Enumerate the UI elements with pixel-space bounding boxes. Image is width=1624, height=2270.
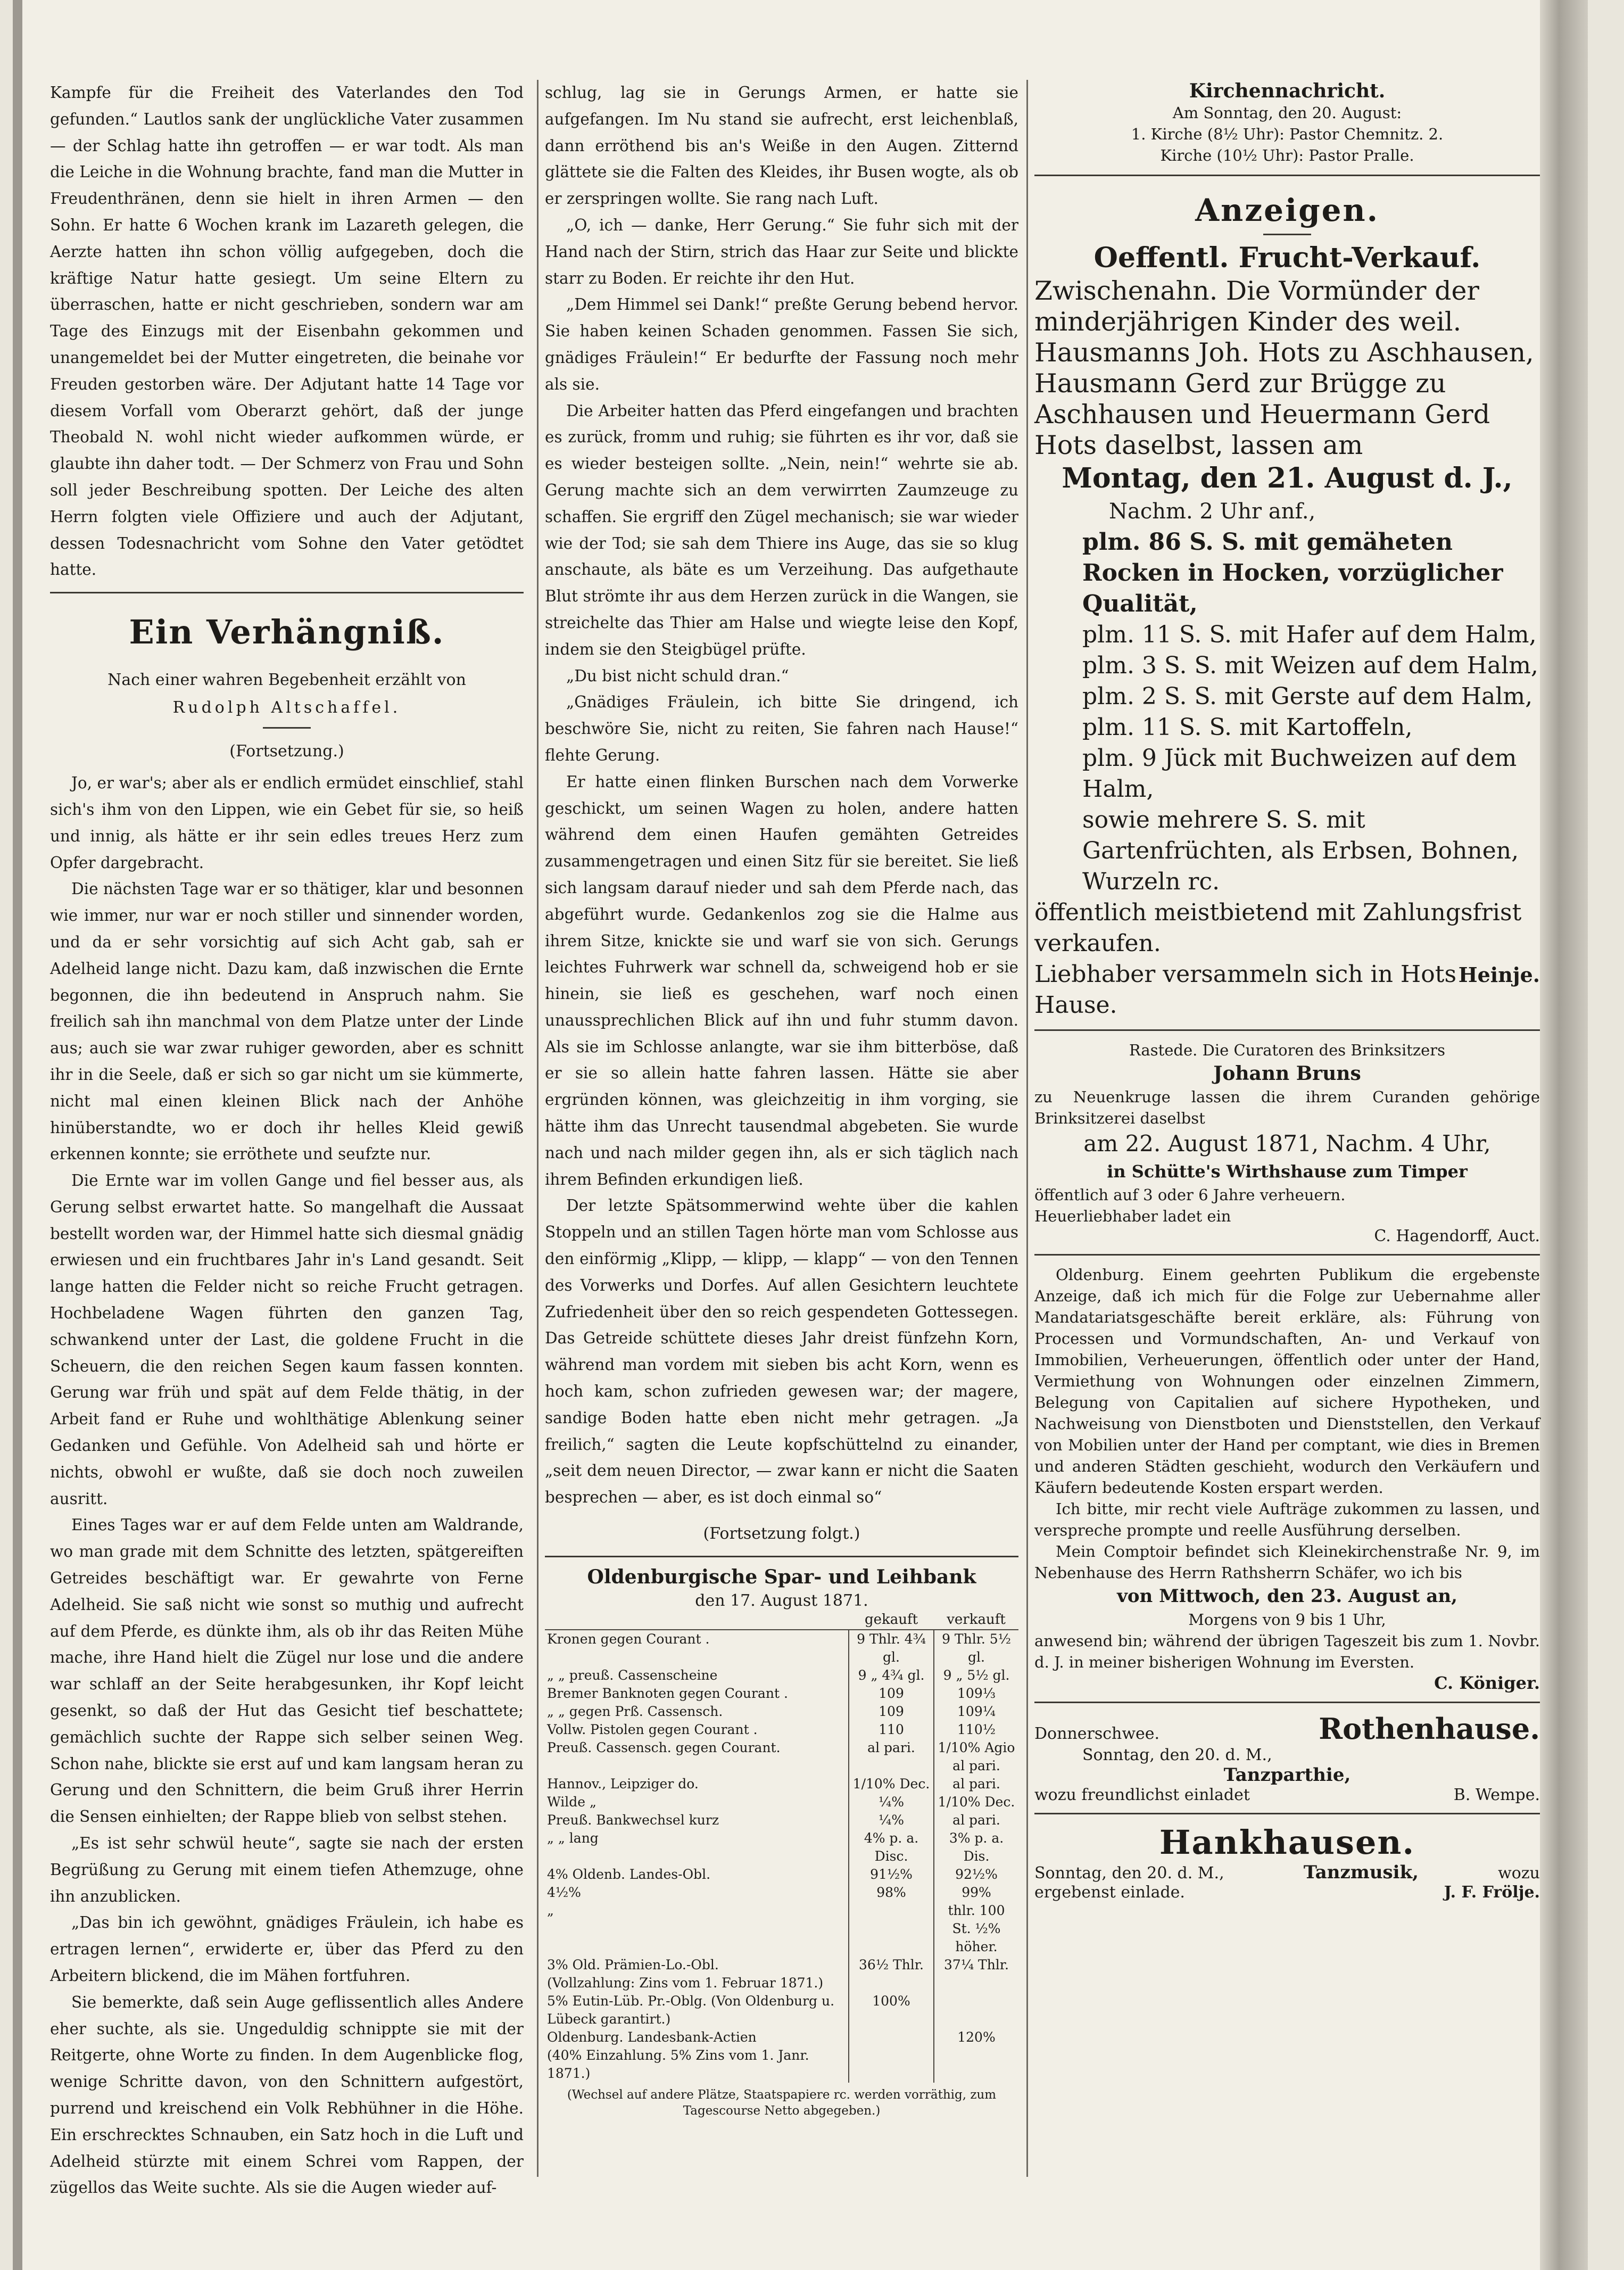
rate-bought: 100%	[849, 1992, 934, 2028]
ad-text: Mein Comptoir befindet sich Kleinekirchenstraße Nr. 9, im Nebenhause des Herrn Rathsherrn Schäfer, wo ich bis	[1034, 1542, 1540, 1582]
ad-text: Sonntag, den 20. d. M.,	[1082, 1746, 1272, 1764]
rate-sold: 9 „ 5½ gl.	[934, 1666, 1018, 1685]
article-author: Rudolph Altschaffel.	[172, 698, 401, 717]
ad-rastede	[1034, 1039, 1540, 1245]
rate-row	[545, 1884, 1018, 1902]
short-rule	[263, 727, 311, 729]
rate-row	[545, 1865, 1018, 1884]
rate-row	[545, 2046, 1018, 2083]
rate-row	[545, 1703, 1018, 1721]
rate-label: „ „ preuß. Cassenscheine	[547, 1668, 718, 1683]
ad-date: am 22. August 1871, Nachm. 4 Uhr,	[1083, 1130, 1491, 1157]
rate-sold: 3% p. a. Dis.	[934, 1829, 1018, 1865]
ad-intro: Zwischenahn. Die Vormünder der minderjährigen Kinder des weil. Hausmanns Joh. Hots zu Aschhausen, Hausmann Gerd zur Brügge zu Aschhausen und Heuermann Gerd Hots daselbst, lassen am	[1034, 276, 1534, 460]
rate-label: „	[547, 1903, 554, 1919]
ad-text: Sonntag, den 20. d. M.,	[1034, 1864, 1224, 1883]
rate-row	[545, 1685, 1018, 1703]
separator	[1034, 1029, 1540, 1031]
paragraph: „Es ist sehr schwül heute“, sagte sie nach der ersten Begrüßung zu Gerung mit einem tiefen Athemzuge, ohne ihn anzublicken.	[50, 1834, 524, 1905]
rate-label: 3% Old. Prämien-Lo.-Obl.	[547, 1957, 719, 1973]
rate-sold: 120%	[934, 2028, 1018, 2046]
rate-label: „ „ gegen Prß. Cassensch.	[547, 1704, 723, 1720]
ad-name: Johann Bruns	[1213, 1062, 1361, 1085]
rate-label: 4% Oldenb. Landes-Obl.	[547, 1867, 711, 1883]
ad-text: Oldenburg. Einem geehrten Publikum die ergebenste Anzeige, daß ich mich für die Folge zur Uebernahme aller Mandatariatsgeschäfte bereit erkläre, als: Führung von Processen und Vormundschaften, An- und Verkauf von Immobilien, Verheuerungen, öffentlich oder unter der Hand, Vermiethung von Wohnungen oder einzelnen Zimmern, Belegung von Capitalien auf sichere Hypotheken, und Nachweisung von Dienstboten und Dienststellen, den Verkauf von Mobilien unter der Hand per comptant, wie dies in Bremen und anderen Städten geschieht, wodurch den Verkäufern und Käufern bedeutende Kosten erspart werden.	[1034, 1266, 1540, 1497]
short-rule	[1263, 234, 1311, 235]
rates-table	[545, 1610, 1018, 2083]
rate-row	[545, 1956, 1018, 1974]
continuation-note: (Fortsetzung folgt.)	[703, 1524, 860, 1543]
separator	[1034, 1254, 1540, 1256]
ad-title: Rothenhause.	[1319, 1712, 1540, 1746]
ad-item: plm. 9 Jück mit Buchweizen auf dem Halm,	[1082, 745, 1517, 803]
rate-bought	[849, 1902, 934, 1956]
rate-sold: 9 Thlr. 5½ gl.	[934, 1630, 1018, 1666]
ad-signature: Heinje.	[1458, 963, 1540, 987]
ad-oldenburg	[1034, 1264, 1540, 1693]
church-news-line: 1. Kirche (8½ Uhr): Pastor Chemnitz. 2.	[1131, 125, 1444, 143]
right-page-edge	[1540, 0, 1588, 2270]
header-sold: verkauft	[934, 1610, 1018, 1630]
rate-bought: 36½ Thlr.	[849, 1956, 934, 1974]
paragraph: Der letzte Spätsommerwind wehte über die kahlen Stoppeln und an stillen Tagen hörte man vom Schlosse aus den einförmig „Klipp, — klipp, — klapp“ — von den Tennen des Vorwerks und Dorfes. Auf allen Gesichtern leuchtete Zufriedenheit über den so reich gespendeten Gottessegen. Das Getreide schüttete dieses Jahr dreist fünfzehn Korn, während man vordem mit sieben bis acht Korn, wenn es hoch kam, schon zufrieden gewesen war; der magere, sandige Boden hatte eben nicht mehr getragen. „Ja freilich,“ sagten die Leute kopfschüttelnd zu einander, „seit dem neuen Director, — zwar kann er nicht die Saaten besprechen — aber, es ist doch einmal so“	[545, 1196, 1018, 1507]
church-news-line: Kirche (10½ Uhr): Pastor Pralle.	[1160, 146, 1414, 164]
rate-label: Bremer Banknoten gegen Courant .	[547, 1686, 788, 1702]
paragraph: „Dem Himmel sei Dank!“ preßte Gerung bebend hervor. Sie haben keinen Schaden genommen. Fassen Sie sich, gnädiges Fräulein!“ Er bedurfte der Fassung noch mehr als sie.	[545, 295, 1018, 393]
paragraph: „Gnädiges Fräulein, ich bitte Sie dringend, ich beschwöre Sie, nicht zu reiten, Sie fahren nach Hause!“ flehte Gerung.	[545, 693, 1018, 764]
bank-footnote: (Wechsel auf andere Plätze, Staatspapiere rc. werden vorräthig, zum Tagescourse Netto abgegeben.)	[567, 2088, 997, 2118]
header-bought: gekauft	[849, 1610, 934, 1630]
rate-label: (40% Einzahlung. 5% Zins vom 1. Janr. 1871.)	[547, 2048, 809, 2082]
rate-bought: 1/10% Dec.	[849, 1775, 934, 1793]
rate-bought: ¼%	[849, 1793, 934, 1811]
rate-label: Kronen gegen Courant .	[547, 1631, 710, 1647]
ad-place: Donnerschwee.	[1034, 1724, 1160, 1743]
rate-sold	[934, 1992, 1018, 2028]
ad-place: in Schütte's Wirthshause zum Timper	[1107, 1161, 1468, 1182]
rate-bought: 91½%	[849, 1865, 934, 1884]
rate-label: Oldenburg. Landesbank-Actien	[547, 2029, 757, 2045]
rate-bought: 109	[849, 1685, 934, 1703]
paragraph: Die nächsten Tage war er so thätiger, klar und besonnen wie immer, nur war er noch stiller und sinnender worden, und da er sehr vorsichtig auf sich Acht gab, sah er Adelheid lange nicht. Dazu kam, daß inzwischen die Ernte begonnen, die ihn bedeutend in Anspruch nahm. Sie freilich sah ihn manchmal von dem Platze unter der Linde aus; auch sie war zwar ruhiger geworden, aber es schnitt ihr in die Seele, daß er sich so gar nicht um sie kümmerte, nicht mal einen kleinen Blick nach der Anhöhe hinüberstandte, wo er doch ihr helles Kleid gewiß erkennen konnte; sie erröthete und seufzte nur.	[50, 880, 524, 1163]
ad-signature: C. Hagendorff, Auct.	[1374, 1227, 1540, 1245]
article-title: Ein Verhängniß.	[129, 613, 445, 652]
continuation-note: (Fortsetzung.)	[229, 742, 344, 761]
rate-row	[545, 1775, 1018, 1793]
ad-title: Oeffentl. Frucht-Verkauf.	[1093, 242, 1481, 274]
ad-item: plm. 2 S. S. mit Gerste auf dem Halm,	[1082, 683, 1533, 710]
rate-label: Preuß. Cassensch. gegen Courant.	[547, 1740, 781, 1756]
newspaper-page	[13, 0, 1588, 2270]
column-right	[1034, 80, 1540, 1902]
ad-text: wozu freundlichst einladet	[1034, 1786, 1250, 1804]
rate-row	[545, 1666, 1018, 1685]
rate-bought: 9 Thlr. 4¾ gl.	[849, 1630, 934, 1666]
ad-text: zu Neuenkruge lassen die ihrem Curanden gehörige Brinksitzerei daselbst	[1034, 1088, 1540, 1127]
ads-heading: Anzeigen.	[1195, 192, 1379, 228]
rate-row	[545, 1739, 1018, 1775]
church-news-line: Am Sonntag, den 20. August:	[1172, 104, 1402, 122]
paragraph: „Das bin ich gewöhnt, gnädiges Fräulein, ich habe es ertragen lernen“, erwiderte er, über das Pferd zu den Arbeitern blickend, die im Mähen fortfuhren.	[50, 1913, 524, 1985]
column-divider	[1026, 80, 1028, 2177]
ad-bold: Tanzparthie,	[1223, 1764, 1351, 1786]
paragraph: Er hatte einen flinken Burschen nach dem Vorwerke geschickt, um seinen Wagen zu holen, andere hatten während dem einen Haufen gemähten Getreides zusammengetragen und einen Sitz für sie bereitet. Sie ließ sich langsam darauf nieder und sah dem Pferde nach, das abgeführt wurde. Gedankenlos zog sie die Halme aus ihrem Sitze, knickte sie und warf sie von sich. Gerungs leichtes Fuhrwerk war schnell da, schweigend hob er sie hinein, sie ließ es geschehen, warf noch einen unaussprechlichen Blick auf ihn und fuhr stumm davon. Als sie im Schlosse anlangte, war sie ihm bitterböse, daß er sie so allein hatte fahren lassen. Hätte sie aber ergründen können, was gleichzeitig in ihm vorging, sie hätte ihm das Unrecht tausendmal abgebeten. Sie wurde nach und nach milder gegen ihn, als er sich täglich nach ihrem Befinden erkundigen ließ.	[545, 772, 1018, 1188]
paragraph: Jo, er war's; aber als er endlich ermüdet einschlief, stahl sich's ihm von den Lippen, wie ein Gebet für sie, so heiß und innig, als hätte er ihr sein edles treues Herz zum Opfer dargebracht.	[50, 774, 524, 872]
ad-item: plm. 11 S. S. mit Hafer auf dem Halm,	[1082, 621, 1537, 648]
ad-text: ergebenst einlade.	[1034, 1883, 1185, 1902]
rate-bought	[849, 2046, 934, 2083]
paragraph: „Du bist nicht schuld dran.“	[566, 666, 789, 685]
ad-outro2: Liebhaber versammeln sich in Hots Hause.	[1034, 961, 1457, 1019]
rate-label: Wilde „	[547, 1794, 596, 1810]
rate-row	[545, 1721, 1018, 1739]
rate-label: 4½%	[547, 1885, 581, 1901]
ad-text: Rastede. Die Curatoren des Brinksitzers	[1129, 1041, 1446, 1059]
rate-row	[545, 1829, 1018, 1865]
rate-sold	[934, 2046, 1018, 2083]
ad-outro: öffentlich meistbietend mit Zahlungsfrist verkaufen.	[1034, 899, 1522, 957]
rate-bought: 110	[849, 1721, 934, 1739]
paragraph: Die Ernte war im vollen Gange und fiel besser aus, als Gerung selbst erwartet hatte. So mangelhaft die Aussaat bestellt worden war, der Himmel hatte sich diesmal gnädig erwiesen und ein fruchtbares Jahr in's Land gesandt. Seit lange hatten die Felder nicht so reiche Frucht getragen. Hochbeladene Wagen führten den ganzen Tag, schwankend unter der Last, die goldene Frucht in die Scheuern, die den reichen Segen kaum fassen konnten. Gerung war früh und spät auf dem Felde thätig, in der Arbeit fand er Ruhe und wohlthätige Ablenkung seiner Gedanken und Gefühle. Von Adelheid sah und hörte er nichts, obwohl er wußte, daß sie doch noch zuweilen ausritt.	[50, 1171, 524, 1508]
ad-signature: B. Wempe.	[1453, 1786, 1540, 1804]
ad-hankhausen	[1034, 1823, 1540, 1902]
church-news-title: Kirchennachricht.	[1189, 80, 1386, 102]
ad-date: von Mittwoch, den 23. August an,	[1117, 1586, 1457, 1607]
rate-bought: ¼%	[849, 1811, 934, 1829]
ad-item: plm. 3 S. S. mit Weizen auf dem Halm,	[1082, 652, 1538, 679]
rate-row	[545, 1902, 1018, 1956]
bank-rates	[545, 1566, 1018, 2119]
rate-bought: 4% p. a. Disc.	[849, 1829, 934, 1865]
left-page-edge	[13, 0, 22, 2270]
paragraph: schlug, lag sie in Gerungs Armen, er hatte sie aufgefangen. Im Nu stand sie aufrecht, erst leichenblaß, dann erröthend bis an's Weiße in den Augen. Zitternd glättete sie die Falten des Kleides, ihr Busen wogte, als ob er zerspringen wollte. Sie rang nach Luft.	[545, 84, 1018, 208]
separator	[1034, 175, 1540, 176]
rate-sold: 1/10% Dec.	[934, 1793, 1018, 1811]
column-divider	[537, 80, 538, 2177]
rate-bought: 109	[849, 1703, 934, 1721]
bank-title: Oldenburgische Spar- und Leihbank	[587, 1566, 976, 1589]
rate-row	[545, 1992, 1018, 2028]
rate-row	[545, 1974, 1018, 1992]
rate-sold: 1/10% Agio al pari.	[934, 1739, 1018, 1775]
rate-row	[545, 1630, 1018, 1666]
rate-sold: 110½	[934, 1721, 1018, 1739]
rate-row	[545, 1793, 1018, 1811]
separator	[50, 592, 524, 593]
article-subtitle: Nach einer wahren Begebenheit erzählt von	[107, 671, 466, 690]
paragraph: Eines Tages war er auf dem Felde unten am Waldrande, wo man grade mit dem Schnitte des letzten, spätgereiften Getreides beschäftigt war. Er gewahrte von Ferne Adelheid. Sie saß nicht wie sonst so muthig und aufrecht auf dem Pferde, es dünkte ihm, als ob ihr das Reiten Mühe mache, ihre Hand hielt die Zügel nur lose und die andere war schlaff an der Seite herabgesunken, ihr Kopf leicht gesenkt, so daß der Hut das Gesicht tief beschattete; gemächlich suchte der Rappe sich selber seinen Weg. Schon nahe, blickte sie erst auf und kam langsam heran zu Gerung und den Schnittern, die beim Gruß ihrer Herrin die Sensen einhielten; der Rappe blieb von selbst stehen.	[50, 1516, 524, 1826]
ad-signature: J. F. Frölje.	[1444, 1883, 1540, 1902]
ad-item: sowie mehrere S. S. mit Gartenfrüchten, als Erbsen, Bohnen, Wurzeln rc.	[1082, 806, 1519, 895]
rate-sold: 92½%	[934, 1865, 1018, 1884]
rate-sold: 109¼	[934, 1703, 1018, 1721]
ad-fruit-sale	[1034, 241, 1540, 1021]
ad-title: Hankhausen.	[1159, 1823, 1415, 1862]
ad-text: Morgens von 9 bis 1 Uhr,	[1188, 1611, 1386, 1629]
paragraph: „O, ich — danke, Herr Gerung.“ Sie fuhr sich mit der Hand nach der Stirn, strich das Haar zur Seite und blickte starr zu Boden. Er reichte ihr den Hut.	[545, 216, 1018, 287]
rate-row	[545, 2028, 1018, 2046]
rate-sold: al pari.	[934, 1811, 1018, 1829]
rate-bought: 9 „ 4¾ gl.	[849, 1666, 934, 1685]
rate-bought	[849, 1974, 934, 1992]
ad-item: plm. 11 S. S. mit Kartoffeln,	[1082, 714, 1413, 741]
separator	[1034, 1702, 1540, 1703]
rate-sold: 99%	[934, 1884, 1018, 1902]
separator	[545, 1556, 1018, 1557]
column-left	[50, 80, 524, 2201]
rate-sold: thlr. 100 St. ½% höher.	[934, 1902, 1018, 1956]
rate-bought: 98%	[849, 1884, 934, 1902]
ad-text: wozu	[1498, 1864, 1540, 1883]
rate-sold: 37¼ Thlr.	[934, 1956, 1018, 1974]
rate-bought: al pari.	[849, 1739, 934, 1775]
ad-item: plm. 86 S. S. mit gemäheten Rocken in Hocken, vorzüglicher Qualität,	[1082, 529, 1503, 617]
rate-sold	[934, 1974, 1018, 1992]
ad-text: Ich bitte, mir recht viele Aufträge zukommen zu lassen, und verspreche prompte und reelle Ausführung derselben.	[1034, 1500, 1540, 1539]
rate-label: 5% Eutin-Lüb. Pr.-Oblg. (Von Oldenburg u. Lübeck garantirt.)	[547, 1993, 835, 2027]
ad-time: Nachm. 2 Uhr anf.,	[1109, 499, 1316, 524]
ad-text: öffentlich auf 3 oder 6 Jahre verheuern.	[1034, 1186, 1346, 1204]
rate-sold: 109⅓	[934, 1685, 1018, 1703]
ad-bold: Tanzmusik,	[1303, 1862, 1419, 1883]
rate-label: Vollw. Pistolen gegen Courant .	[547, 1722, 758, 1738]
rate-label: Preuß. Bankwechsel kurz	[547, 1812, 719, 1828]
separator	[1034, 1813, 1540, 1814]
rate-label: (Vollzahlung: Zins vom 1. Februar 1871.)	[547, 1975, 824, 1991]
rate-sold: al pari.	[934, 1775, 1018, 1793]
ad-rothenhause	[1034, 1712, 1540, 1804]
ad-date: Montag, den 21. August d. J.,	[1062, 462, 1513, 494]
rate-bought	[849, 2028, 934, 2046]
ad-text: Heuerliebhaber ladet ein	[1034, 1207, 1231, 1225]
column-middle	[545, 80, 1018, 2119]
ad-text: anwesend bin; während der übrigen Tageszeit bis zum 1. Novbr. d. J. in meiner bisherigen Wohnung im Eversten.	[1034, 1632, 1540, 1671]
paragraph: Sie bemerkte, daß sein Auge geflissentlich alles Andere eher suchte, als sie. Ungeduldig schnippte sie mit der Reitgerte, ohne Worte zu finden. In dem Augenblicke flog, wenige Schritte davon, von den Schnittern aufgestört, purrend und kreischend ein Volk Rebhühner in die Höhe. Ein erschrecktes Schnauben, ein Satz hoch in die Luft und Adelheid stürzte mit einem Schrei vom Rappen, der zügellos das Weite suchte. Als sie die Augen wieder auf-	[50, 1993, 524, 2197]
rate-row	[545, 1811, 1018, 1829]
paragraph: Die Arbeiter hatten das Pferd eingefangen und brachten es zurück, fromm und ruhig; sie führten es ihr vor, daß sie es wieder besteigen sollte. „Nein, nein!“ wehrte sie ab. Gerung machte sich an dem verwirrten Zaumzeuge zu schaffen. Sie ergriff den Zügel mechanisch; sie war wieder wie der Tod; sie sah dem Thiere ins Auge, das sie so klug anschaute, als bäte es um Verzeihung. Das aufgethaute Blut strömte ihr aus dem Herzen zurück in die Wangen, sie streichelte das Thier am Halse und wiegte leise den Kopf, indem sie den Steigbügel prüfte.	[545, 401, 1018, 658]
rate-label: Hannov., Leipziger do.	[547, 1776, 699, 1792]
rate-label: „ „ lang	[547, 1830, 599, 1846]
ad-signature: C. Königer.	[1434, 1673, 1540, 1693]
story-ending: Kampfe für die Freiheit des Vaterlandes den Tod gefunden.“ Lautlos sank der unglückliche Vater zusammen — der Schlag hatte ihn getroffen — er war todt. Als man die Leiche in die Wohnung brachte, fand man die Mutter in Freudenthränen, denn sie hielt in ihren Armen — den Sohn. Er hatte 6 Wochen krank im Lazareth gelegen, die Aerzte hatten ihn schon völlig aufgegeben, doch die kräftige Natur hatte gesiegt. Um seine Eltern zu überraschen, hatte er nicht geschrieben, sondern war am Tage des Einzugs mit der Eisenbahn gekommen und unangemeldet bei der Mutter eingetreten, die beinahe vor Freuden gestorben wäre. Der Adjutant hatte 14 Tage vor diesem Vorfall vom Oberarzt gehört, daß der junge Theobald N. wohl nicht wieder aufkommen würde, er glaubte ihn daher todt. — Der Schmerz von Frau und Sohn soll jeder Beschreibung spotten. Der Leiche des alten Herrn folgten viele Offiziere und auch der Adjutant, dessen Todesnachricht vom Sohne den Vater getödtet hatte.	[50, 84, 524, 579]
bank-date: den 17. August 1871.	[695, 1591, 868, 1611]
